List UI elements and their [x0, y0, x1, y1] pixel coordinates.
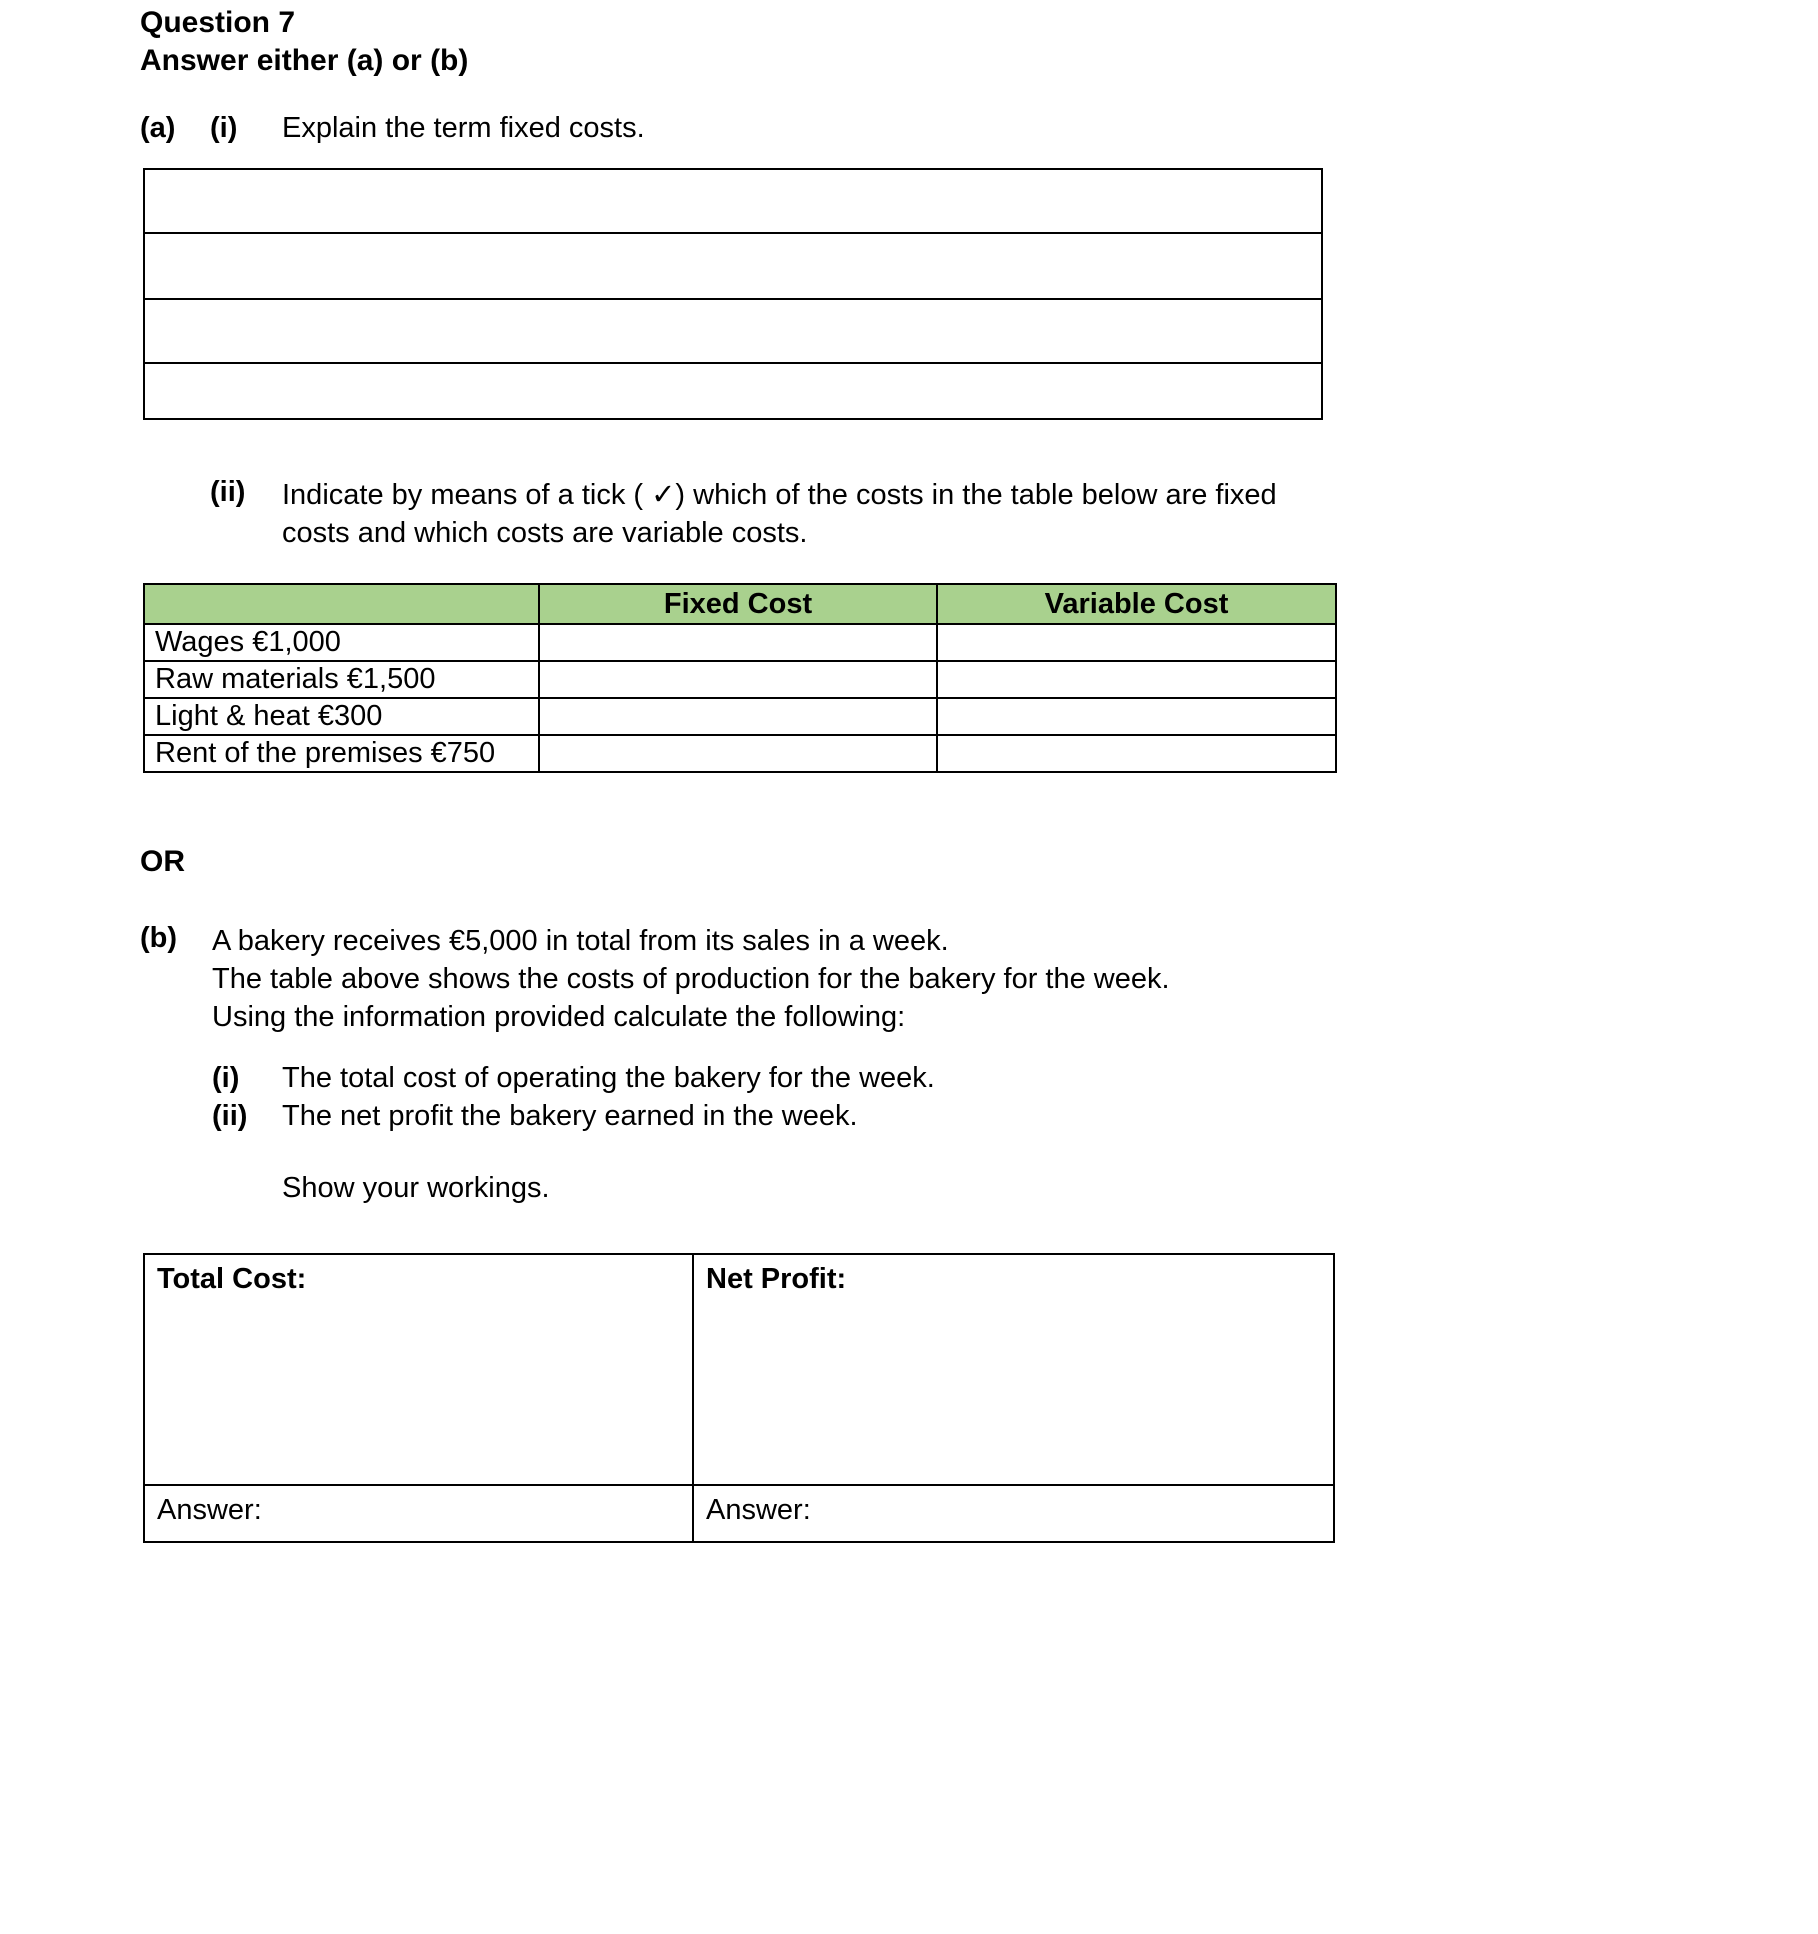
raw-materials-variable-tick-cell[interactable] [937, 661, 1336, 698]
ruled-line [145, 298, 1321, 300]
part-b-intro-line-2: The table above shows the costs of production for the bakery for the week. [212, 963, 1170, 995]
raw-materials-fixed-tick-cell[interactable] [539, 661, 937, 698]
costs-table [143, 583, 1337, 773]
cost-label-rent: Rent of the premises €750 [144, 735, 539, 772]
table-header-row [144, 584, 1336, 624]
cost-label-wages: Wages €1,000 [144, 624, 539, 661]
part-b-i-label: (i) [212, 1062, 240, 1094]
workings-note: Show your workings. [282, 1172, 550, 1204]
page-title: Question 7 [140, 6, 296, 39]
total-cost-answer-label: Answer: [157, 1494, 262, 1526]
part-a-ii-prompt: Indicate by means of a tick ( ✓) which of the costs in the table below are fixed costs and which costs are variable costs. [282, 479, 1277, 549]
table-header-fixed-cost: Fixed Cost [539, 584, 937, 624]
net-profit-answer-label: Answer: [706, 1494, 811, 1526]
total-cost-label: Total Cost: [157, 1263, 307, 1295]
light-heat-variable-tick-cell[interactable] [937, 698, 1336, 735]
part-a-i-label: (i) [210, 112, 238, 144]
net-profit-workings-area[interactable] [694, 1255, 1333, 1484]
total-cost-workings-area[interactable] [145, 1255, 692, 1484]
part-a-ii-label: (ii) [210, 476, 246, 508]
table-row [144, 698, 1336, 735]
part-b-ii-label: (ii) [212, 1100, 248, 1132]
part-b-intro-line-1: A bakery receives €5,000 in total from its sales in a week. [212, 925, 949, 957]
net-profit-answer-area[interactable] [694, 1486, 1333, 1541]
net-profit-label: Net Profit: [706, 1263, 847, 1295]
part-b-intro-line-3: Using the information provided calculate the following: [212, 1001, 906, 1033]
table-row [144, 661, 1336, 698]
wages-fixed-tick-cell[interactable] [539, 624, 937, 661]
part-b-ii-prompt: The net profit the bakery earned in the week. [282, 1100, 858, 1132]
table-header-blank [144, 584, 539, 624]
wages-variable-tick-cell[interactable] [937, 624, 1336, 661]
table-row [144, 735, 1336, 772]
total-cost-answer-area[interactable] [145, 1486, 692, 1541]
calculation-answer-box [143, 1253, 1335, 1543]
part-a-label: (a) [140, 112, 176, 144]
ruled-line [145, 362, 1321, 364]
part-a-i-prompt: Explain the term fixed costs. [282, 112, 645, 144]
either-instruction: Answer either (a) or (b) [140, 44, 469, 77]
part-b-i-prompt: The total cost of operating the bakery for the week. [282, 1062, 935, 1094]
table-row [144, 624, 1336, 661]
light-heat-fixed-tick-cell[interactable] [539, 698, 937, 735]
rent-variable-tick-cell[interactable] [937, 735, 1336, 772]
part-b-label: (b) [140, 922, 178, 954]
or-divider: OR [140, 845, 185, 878]
rent-fixed-tick-cell[interactable] [539, 735, 937, 772]
ruled-line [145, 232, 1321, 234]
cost-label-raw-materials: Raw materials €1,500 [144, 661, 539, 698]
cost-label-light-heat: Light & heat €300 [144, 698, 539, 735]
part-a-i-answer-area[interactable] [143, 168, 1323, 420]
table-header-variable-cost: Variable Cost [937, 584, 1336, 624]
